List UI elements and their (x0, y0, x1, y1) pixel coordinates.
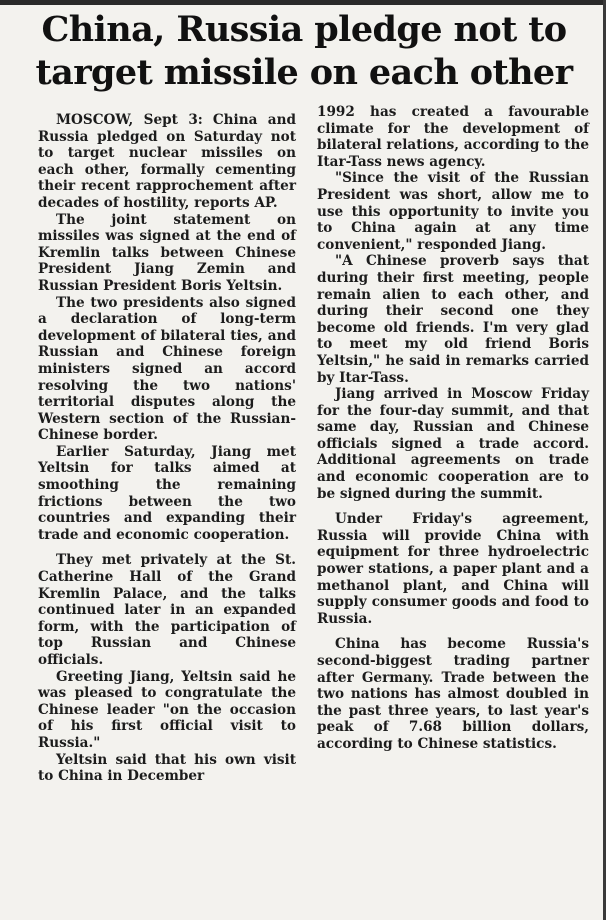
dateline: MOSCOW, Sept 3: (56, 112, 203, 128)
paragraph: Jiang arrived in Moscow Friday for the four-day summit, and that same day, Russian and Chinese officials signed a trade accord. Additional agreements on trade and economic cooperation are to be signed during the summit. (317, 386, 589, 502)
paragraph-lead (38, 112, 296, 212)
paragraph: Under Friday's agreement, Russia will provide China with equipment for three hydroelectric power stations, a paper plant and a methanol plant, and China will supply consumer goods and food to Russia. (317, 511, 589, 627)
paragraph: 1992 has created a favourable climate for the development of bilateral relations, according to the Itar-Tass news agency. (317, 104, 590, 170)
left-column (38, 112, 296, 785)
paragraph: The joint statement on missiles was signed at the end of Kremlin talks between Chinese President Jiang Zemin and Russian President Boris Yeltsin. (38, 211, 296, 294)
paragraph: Yeltsin said that his own visit to China in December (38, 751, 296, 785)
paragraph: They met privately at the St. Catherine Hall of the Grand Kremlin Palace, and the talks continued later in an expanded form, with the participation of top Russian and Chinese officials. (38, 552, 296, 668)
right-column (317, 104, 589, 753)
paragraph: Greeting Jiang, Yeltsin said he was pleased to congratulate the Chinese leader "on the occasion of his first official visit to Russia." (38, 668, 296, 751)
headline-line-2: target missile on each other (35, 52, 573, 93)
top-rule (0, 0, 606, 5)
headline-line-1: China, Russia pledge not to (41, 9, 567, 50)
paragraph: "Since the visit of the Russian President was short, allow me to use this opportunity to invite you to China again at any time convenient," responded Jiang. (317, 170, 589, 253)
paragraph: "A Chinese proverb says that during their first meeting, people remain alien to each other, and during their second one they become old friends. I'm very glad to meet my old friend Boris Yeltsin," he said in remarks carried by Itar-Tass. (317, 253, 589, 386)
headline (14, 8, 594, 94)
paragraph: China has become Russia's second-biggest trading partner after Germany. Trade between the two nations has almost doubled in the past three years, to last year's peak of 7.68 billion dollars, according to Chinese statistics. (317, 636, 589, 752)
lead-text: China and Russia pledged on Saturday not to target nuclear missiles on each other, formally cementing their recent rapprochement after decades of hostility, reports AP. (38, 112, 296, 211)
paragraph: The two presidents also signed a declaration of long-term development of bilateral ties, and Russian and Chinese foreign ministers signed an accord resolving the two nations' territorial disputes along the Western section of the Russian-Chinese border. (38, 294, 296, 444)
paragraph: Earlier Saturday, Jiang met Yeltsin for talks aimed at smoothing the remaining frictions between the two countries and expanding their trade and economic cooperation. (38, 443, 296, 543)
